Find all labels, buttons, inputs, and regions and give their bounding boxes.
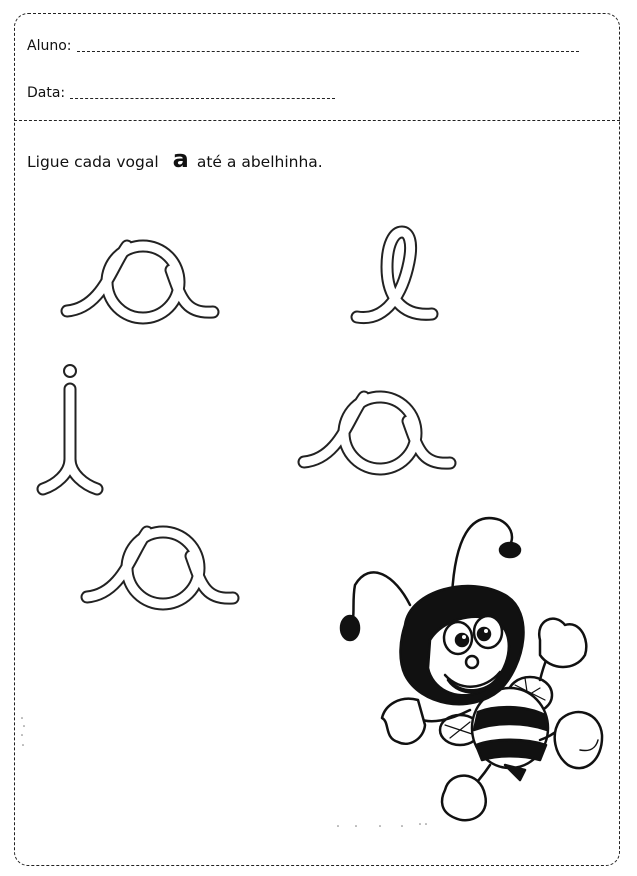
student-name-label: Aluno: [27,38,72,54]
instruction-text-after: até a abelhinha. [196,153,323,171]
letter-a-2[interactable] [304,397,450,469]
letter-l[interactable] [357,232,432,318]
letter-a-3[interactable] [87,532,233,604]
date-label: Data: [27,85,66,101]
instruction-text-before: Ligue cada vogal [27,153,159,171]
letter-a-1[interactable] [67,246,213,318]
margin-speck-marks [21,717,427,827]
letter-i[interactable] [43,365,97,489]
cartoon-bee-icon[interactable] [341,518,602,820]
instruction-vowel: a [172,145,189,173]
